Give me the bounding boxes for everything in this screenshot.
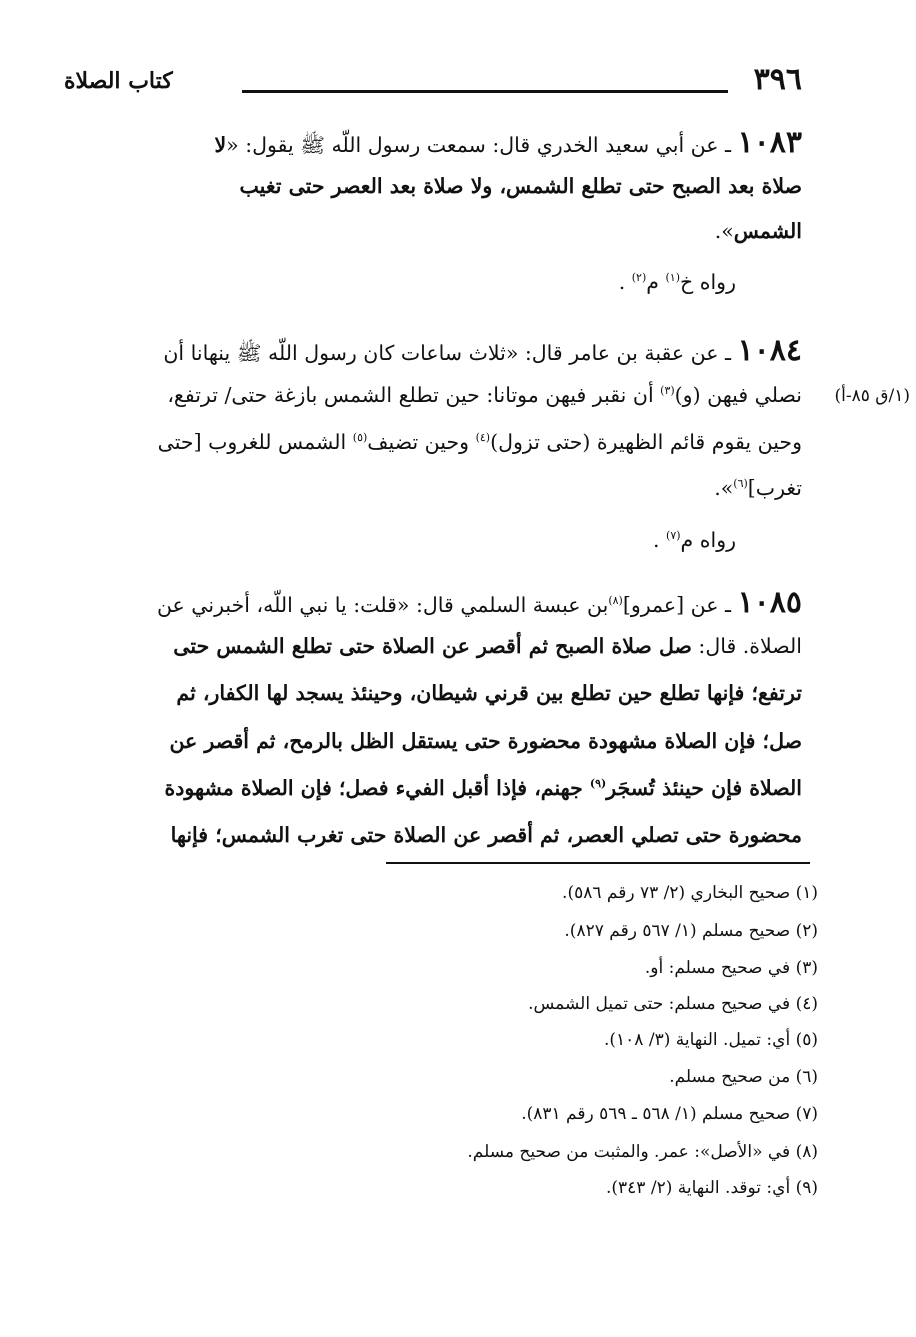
footnote-ref: (٦) bbox=[733, 477, 748, 491]
hadith-text: تغرب] bbox=[747, 476, 802, 500]
footnote: (٨) في «الأصل»: عمر. والمثبت من صحيح مسلم. bbox=[467, 1142, 818, 1162]
hadith-text: أن نقبر فيهن موتانا: حين تطلع الشمس بازغة حتى/ ترتفع، bbox=[167, 383, 661, 407]
hadith-text-bold: لا bbox=[214, 133, 227, 157]
hadith-1084-line-3 bbox=[158, 432, 802, 453]
hadith-1085-line-3: ترتفع؛ فإنها تطلع حين تطلع بين قرني شيطان، وحينئذ يسجد لها الكفار، ثم bbox=[176, 681, 802, 705]
footnote: (٢) صحيح مسلم (١/ ٥٦٧ رقم ٨٢٧). bbox=[564, 921, 818, 941]
footnote-ref: (١) bbox=[665, 271, 680, 285]
narration-text: رواه م bbox=[680, 528, 736, 552]
hadith-text: ـ عن عقبة بن عامر قال: «ثلاث ساعات كان رسول اللّه ﷺ ينهانا أن bbox=[163, 341, 732, 365]
hadith-text-bold: الشمس bbox=[733, 219, 802, 243]
footnote-ref: (٢) bbox=[631, 271, 647, 285]
footnote: (٤) في صحيح مسلم: حتى تميل الشمس. bbox=[528, 994, 818, 1014]
hadith-1083-line-2: صلاة بعد الصبح حتى تطلع الشمس، ولا صلاة بعد العصر حتى تغيب bbox=[239, 174, 802, 198]
narration-text: . bbox=[652, 528, 667, 552]
hadith-text: الصلاة. قال: bbox=[691, 634, 802, 658]
running-header bbox=[64, 62, 802, 102]
hadith-number: ١٠٨٤ bbox=[737, 333, 802, 368]
hadith-text: وحين يقوم قائم الظهيرة (حتى تزول) bbox=[490, 430, 802, 454]
footnote-separator bbox=[386, 862, 810, 864]
hadith-text-bold: صل صلاة الصبح ثم أقصر عن الصلاة حتى تطلع الشمس حتى bbox=[173, 634, 692, 658]
footnote-ref: (٧) bbox=[666, 529, 681, 543]
footnote: (٣) في صحيح مسلم: أو. bbox=[644, 958, 818, 978]
hadith-1085-line-6: محضورة حتى تصلي العصر، ثم أقصر عن الصلاة حتى تغرب الشمس؛ فإنها bbox=[170, 823, 802, 847]
narration-1084 bbox=[653, 530, 736, 551]
footnote-ref: (٤) bbox=[475, 431, 491, 445]
hadith-text: نصلي فيهن (و) bbox=[674, 383, 802, 407]
footnote-ref: (٥) bbox=[352, 431, 368, 445]
hadith-1084-line-1 bbox=[163, 333, 802, 368]
hadith-1085-line-5 bbox=[165, 778, 802, 799]
manuscript-margin-note: (١/ق ٨٥-أ) bbox=[834, 386, 910, 406]
footnote: (٦) من صحيح مسلم. bbox=[669, 1067, 818, 1087]
hadith-text-bold: الصلاة فإن حينئذ تُسجَر bbox=[606, 776, 802, 800]
hadith-1085-line-4: صل؛ فإن الصلاة مشهودة محضورة حتى يستقل الظل بالرمح، ثم أقصر عن bbox=[169, 729, 802, 753]
narration-text: . bbox=[618, 270, 632, 294]
hadith-text: ». bbox=[714, 219, 734, 243]
narration-1083 bbox=[619, 272, 736, 293]
book-title: كتاب الصلاة bbox=[64, 68, 173, 94]
hadith-1085-line-2 bbox=[173, 636, 802, 657]
hadith-1084-line-4 bbox=[714, 478, 802, 499]
hadith-text: ». bbox=[714, 476, 734, 500]
hadith-1083-line-1 bbox=[214, 125, 802, 160]
narration-text: رواه خ bbox=[680, 270, 736, 294]
hadith-text: ـ عن [عمرو] bbox=[622, 593, 732, 617]
footnote: (٥) أي: تميل. النهاية (٣/ ١٠٨). bbox=[603, 1030, 818, 1050]
footnote-ref: (٩) bbox=[589, 777, 607, 791]
footnote: (٩) أي: توقد. النهاية (٢/ ٣٤٣). bbox=[605, 1178, 818, 1198]
hadith-text: بن عبسة السلمي قال: «قلت: يا نبي اللّه، أخبرني عن bbox=[156, 593, 609, 617]
footnote-ref: (٣) bbox=[660, 384, 675, 398]
hadith-text-bold: جهنم، فإذا أقبل الفيء فصل؛ فإن الصلاة مشهودة bbox=[164, 776, 590, 800]
hadith-text: ـ عن أبي سعيد الخدري قال: سمعت رسول اللّه ﷺ يقول: « bbox=[226, 133, 732, 157]
hadith-1084-line-2 bbox=[167, 385, 802, 406]
header-rule bbox=[242, 90, 728, 93]
hadith-number: ١٠٨٥ bbox=[737, 585, 802, 620]
footnote-ref: (٨) bbox=[608, 594, 623, 608]
footnote: (٧) صحيح مسلم (١/ ٥٦٨ ـ ٥٦٩ رقم ٨٣١). bbox=[521, 1104, 818, 1124]
hadith-text: الشمس للغروب [حتى bbox=[157, 430, 353, 454]
hadith-text: وحين تضيف bbox=[367, 430, 476, 454]
hadith-1085-line-1 bbox=[156, 585, 802, 620]
page-number: ٣٩٦ bbox=[753, 62, 802, 97]
footnote: (١) صحيح البخاري (٢/ ٧٣ رقم ٥٨٦). bbox=[562, 883, 818, 903]
hadith-number: ١٠٨٣ bbox=[737, 125, 802, 160]
hadith-1083-line-3 bbox=[715, 221, 802, 242]
narration-text: م bbox=[646, 270, 666, 294]
